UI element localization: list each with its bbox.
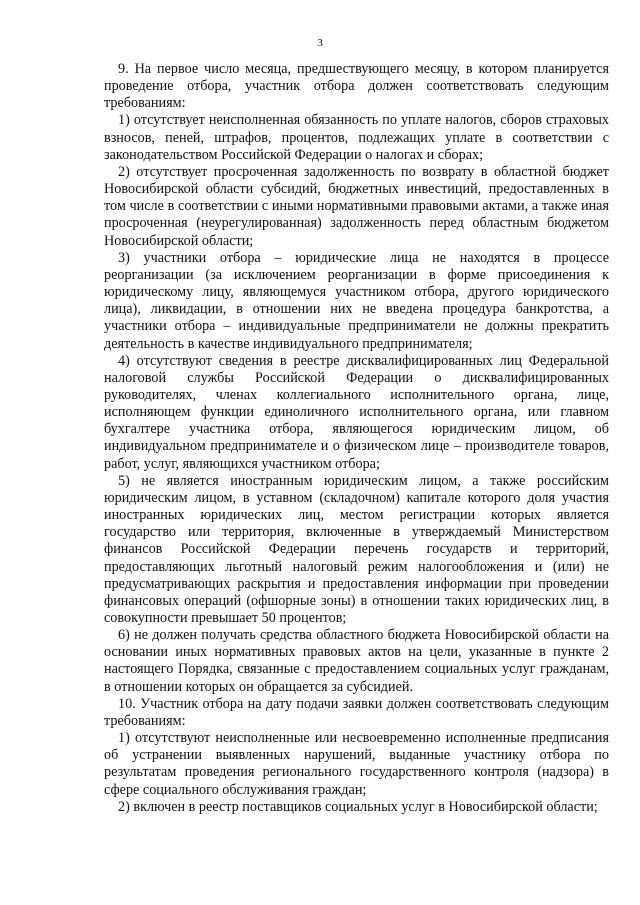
paragraph-9-intro: 9. На первое число месяца, предшествующего месяцу, в котором планируется проведение отбора, участник отбора должен соответствовать следующим требованиям: <box>104 61 609 112</box>
document-body <box>104 61 609 816</box>
paragraph-10-item-1: 1) отсутствуют неисполненные или несвоевременно исполненные предписания об устранении выявленных нарушений, выданные участнику отбора по результатам проведения регионального государственного контроля (надзора) в сфере социального обслуживания граждан; <box>104 730 609 798</box>
page-number: 3 <box>317 37 323 49</box>
paragraph-9-item-1: 1) отсутствует неисполненная обязанность по уплате налогов, сборов страховых взносов, пеней, штрафов, процентов, подлежащих уплате в соответствии с законодательством Российской Федерации о налогах и сборах; <box>104 112 609 163</box>
paragraph-10-item-2: 2) включен в реестр поставщиков социальных услуг в Новосибирской области; <box>118 798 598 815</box>
paragraph-9-item-5: 5) не является иностранным юридическим лицом, а также российским юридическим лицом, в уставном (складочном) капитале которого доля участия иностранных юридических лиц, местом регистрации которых является государство или территория, включенные в утверждаемый Министерством финансов Российской Федерации перечень государств и территорий, предоставляющих льготный налоговый режим налогообложения и (или) не предусматривающих раскрытия и предоставления информации при проведении финансовых операций (офшорные зоны) в отношении таких юридических лиц, в совокупности превышает 50 процентов; <box>104 472 609 626</box>
paragraph-9-item-6: 6) не должен получать средства областного бюджета Новосибирской области на основании иных нормативных правовых актов на цели, указанные в пункте 2 настоящего Порядка, связанные с предоставлением социальных услуг гражданам, в отношении которых он обращается за субсидией. <box>104 627 609 695</box>
paragraph-10-intro: 10. Участник отбора на дату подачи заявки должен соответствовать следующим требованиям: <box>104 695 609 729</box>
paragraph-9-item-4: 4) отсутствуют сведения в реестре дисквалифицированных лиц Федеральной налоговой службы Российской Федерации о дисквалифицированных руководителях, членах коллегиального исполнительного органа, лице, исполняющем функции единоличного исполнительного органа, или главном бухгалтере участника отбора, являющегося юридическим лицом, об индивидуальном предпринимателе и о физическом лице – производителе товаров, работ, услуг, являющихся участником отбора; <box>104 352 609 472</box>
paragraph-9-item-3: 3) участники отбора – юридические лица не находятся в процессе реорганизации (за исключением реорганизации в форме присоединения к юридическому лицу, являющемуся участником отбора, другого юридического лица), ликвидации, в отношении них не введена процедура банкротства, а участники отбора – индивидуальные предприниматели не должны прекратить деятельность в качестве индивидуального предпринимателя; <box>104 249 609 352</box>
paragraph-9-item-2: 2) отсутствует просроченная задолженность по возврату в областной бюджет Новосибирской области субсидий, бюджетных инвестиций, предоставленных в том числе в соответствии с иными нормативными правовыми актами, а также иная просроченная (неурегулированная) задолженность перед областным бюджетом Новосибирской области; <box>104 163 609 249</box>
